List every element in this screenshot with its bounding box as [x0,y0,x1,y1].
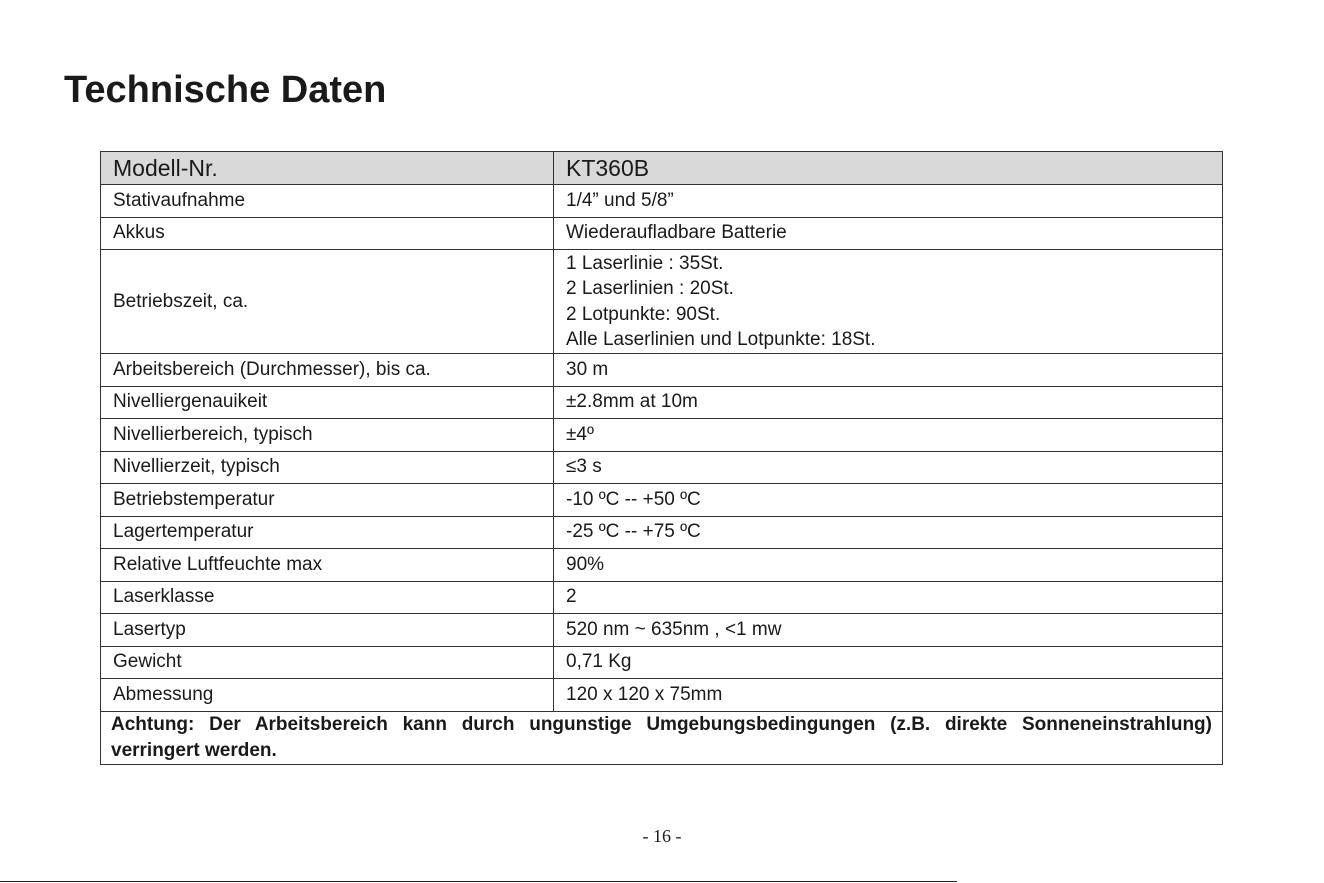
row-label: Lasertyp [101,614,554,647]
row-value: ≤3 s [554,451,1223,484]
row-label: Laserklasse [101,581,554,614]
row-value: 2 [554,581,1223,614]
table-row [101,549,1223,582]
row-value-line: Alle Laserlinien und Lotpunkte: 18St. [566,329,876,350]
table-row [101,679,1223,712]
row-label: Betriebszeit, ca. [101,250,554,354]
warning-note: Achtung: Der Arbeitsbereich kann durch ungunstige Umgebungsbedingungen (z.B. direkte Sonneneinstrahlung) verringert werden. [101,711,1223,764]
row-label: Lagertemperatur [101,516,554,549]
row-value: 30 m [554,354,1223,387]
row-label: Akkus [101,217,554,250]
row-value: Wiederaufladbare Batterie [554,217,1223,250]
row-label: Betriebstemperatur [101,484,554,517]
row-label: Arbeitsbereich (Durchmesser), bis ca. [101,354,554,387]
table-row [101,419,1223,452]
spec-table [100,151,1223,765]
table-row [101,354,1223,387]
table-row [101,646,1223,679]
table-row [101,451,1223,484]
row-value: -10 ºC -- +50 ºC [554,484,1223,517]
row-value-line: 2 Laserlinien : 20St. [566,278,734,299]
page-number: - 16 - [642,826,682,846]
table-row [101,217,1223,250]
header-value: KT360B [554,152,1223,185]
table-row [101,386,1223,419]
row-value-line: 2 Lotpunkte: 90St. [566,303,721,325]
table-row [101,250,1223,354]
warning-note-row [101,711,1223,764]
row-value: -25 ºC -- +75 ºC [554,516,1223,549]
table-row [101,185,1223,218]
table-row [101,516,1223,549]
row-label: Relative Luftfeuchte max [101,549,554,582]
row-value-line: 1 Laserlinie : 35St. [566,252,724,274]
row-label: Abmessung [101,679,554,712]
row-value: 1/4” und 5/8” [554,185,1223,218]
row-value: 120 x 120 x 75mm [554,679,1223,712]
page-title: Technische Daten [64,69,387,111]
row-value: ±4º [554,419,1223,452]
table-row [101,581,1223,614]
row-label: Nivelliergenauikeit [101,386,554,419]
row-value: 520 nm ~ 635nm , <1 mw [554,614,1223,647]
table-header-row [101,152,1223,185]
row-label: Nivellierbereich, typisch [101,419,554,452]
row-label: Stativaufnahme [101,185,554,218]
table-row [101,484,1223,517]
row-value: 90% [554,549,1223,582]
table-row [101,614,1223,647]
header-label: Modell-Nr. [101,152,554,185]
row-value: 0,71 Kg [554,646,1223,679]
bottom-rule-divider [0,881,957,882]
row-value-list [554,250,1223,354]
row-label: Gewicht [101,646,554,679]
row-label: Nivellierzeit, typisch [101,451,554,484]
row-value: ±2.8mm at 10m [554,386,1223,419]
